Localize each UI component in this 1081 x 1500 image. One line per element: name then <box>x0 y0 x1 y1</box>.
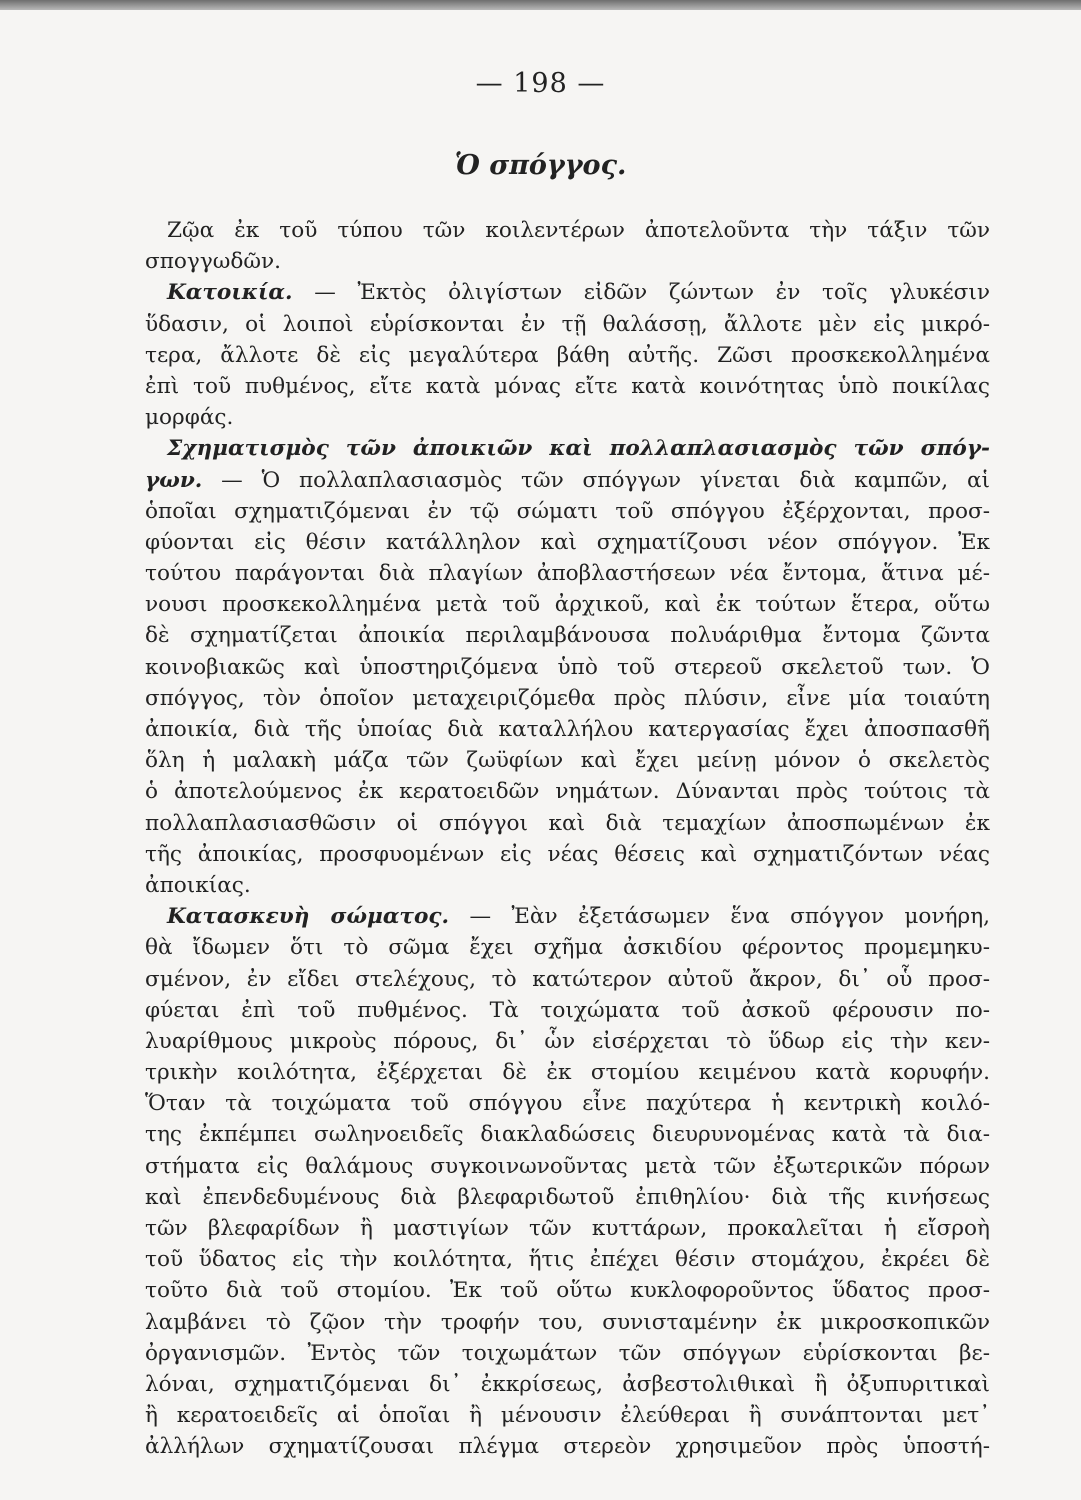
line-text: ὅλη ἡ μαλακὴ μάζα τῶν ζωϋφίων καὶ ἔχει μείνῃ μόνον ὁ σκελετὸς <box>145 748 990 774</box>
line-text: — Ὁ πολλαπλασιασμὸς τῶν σπόγγων γίνεται διὰ καμπῶν, αἱ <box>202 467 990 493</box>
line-text: Ὅταν τὰ τοιχώματα τοῦ σπόγγου εἶνε παχύτερα ἡ κεντρικὴ κοιλό- <box>145 1091 990 1117</box>
section-heading: Κατασκευὴ σώματος. <box>167 904 450 930</box>
text-line <box>145 277 990 308</box>
line-text: — Ἐὰν ἐξετάσωμεν ἕνα σπόγγον μονήρη, <box>449 904 990 930</box>
line-text: φύεται ἐπὶ τοῦ πυθμένος. Τὰ τοιχώματα τοῦ ἀσκοῦ φέρουσιν πο- <box>145 997 990 1023</box>
text-line <box>145 1182 990 1213</box>
text-line <box>145 1400 990 1431</box>
line-text: τούτου παράγονται διὰ πλαγίων ἀποβλαστήσεων νέα ἔντομα, ἅτινα μέ- <box>145 561 990 587</box>
line-text: νουσι προσκεκολλημένα μετὰ τοῦ ἀρχικοῦ, καὶ ἐκ τούτων ἕτερα, οὕτω <box>145 592 990 618</box>
line-text: καὶ ἐπενδεδυμένους διὰ βλεφαριδωτοῦ ἐπιθηλίου· διὰ τῆς κινήσεως <box>145 1184 990 1210</box>
line-text: τοῦτο διὰ τοῦ στομίου. Ἐκ τοῦ οὕτω κυκλοφοροῦντος ὕδατος προσ- <box>145 1278 990 1304</box>
text-line <box>145 932 990 963</box>
text-line <box>145 808 990 839</box>
article-body <box>145 215 990 1463</box>
text-line <box>145 901 990 932</box>
text-line <box>145 995 990 1026</box>
line-text: της ἐκπέμπει σωληνοειδεῖς διακλαδώσεις διευρυνομένας κατὰ τὰ δια- <box>145 1122 990 1148</box>
text-line <box>145 558 990 589</box>
text-line <box>145 1244 990 1275</box>
line-text: σπογγωδῶν. <box>145 249 281 275</box>
line-text: μορφάς. <box>145 405 234 431</box>
text-line <box>145 371 990 402</box>
line-text: στήματα εἰς θαλάμους συγκοινωνοῦντας μετὰ τῶν ἐξωτερικῶν πόρων <box>145 1153 990 1179</box>
text-line <box>145 1213 990 1244</box>
line-text: Ζῷα ἐκ τοῦ τύπου τῶν κοιλεντέρων ἀποτελοῦντα τὴν τάξιν τῶν <box>167 218 990 243</box>
text-line <box>145 1151 990 1182</box>
line-text: ὕδασιν, οἱ λοιποὶ εὑρίσκονται ἐν τῇ θαλάσσῃ, ἄλλοτε μὲν εἰς μικρό- <box>145 311 990 337</box>
text-line <box>145 215 990 246</box>
text-line <box>145 620 990 651</box>
text-line <box>145 870 990 901</box>
line-text: λαμβάνει τὸ ζῷον τὴν τροφήν του, συνισταμένην ἐκ μικροσκοπικῶν <box>145 1309 990 1335</box>
text-line <box>145 1275 990 1306</box>
line-text: τῆς ἀποικίας, προσφυομένων εἰς νέας θέσεις καὶ σχηματιζόντων νέας <box>145 841 990 867</box>
section-heading: Σχηματισμὸς τῶν ἀποικιῶν καὶ πολλαπλασιασμὸς τῶν σπόγ- <box>167 436 990 462</box>
line-text: σπόγγος, τὸν ὁποῖον μεταχειριζόμεθα πρὸς πλύσιν, εἶνε μία τοιαύτη <box>145 685 990 711</box>
line-text: ὀργανισμῶν. Ἐντὸς τῶν τοιχωμάτων τῶν σπόγγων εὑρίσκονται βε- <box>145 1340 990 1366</box>
page-title: Ὁ σπόγγος. <box>454 150 627 181</box>
line-text: ἀποικία, διὰ τῆς ὑποίας διὰ καταλλήλου κατεργασίας ἔχει ἀποσπασθῆ <box>145 717 990 742</box>
line-text: σμένον, ἐν εἴδει στελέχους, τὸ κατώτερον αὐτοῦ ἄκρον, δι᾿ οὗ προσ- <box>145 966 990 992</box>
text-line <box>145 1338 990 1369</box>
line-text: κοινοβιακῶς καὶ ὑποστηριζόμενα ὑπὸ τοῦ στερεοῦ σκελετοῦ των. Ὁ <box>145 654 990 680</box>
text-line <box>145 683 990 714</box>
line-text: — Ἐκτὸς ὀλιγίστων εἰδῶν ζώντων ἐν τοῖς γλυκέσιν <box>292 280 990 306</box>
text-line <box>145 1026 990 1057</box>
scan-top-edge <box>0 0 1081 10</box>
text-line <box>145 402 990 433</box>
text-line <box>145 745 990 776</box>
line-text: ὁ ἀποτελούμενος ἐκ κερατοειδῶν νημάτων. Δύνανται πρὸς τούτοις τὰ <box>145 779 990 805</box>
text-line <box>145 839 990 870</box>
text-line <box>145 964 990 995</box>
text-line <box>145 1431 990 1462</box>
text-line <box>145 340 990 371</box>
page <box>0 10 1081 1500</box>
text-line <box>145 309 990 340</box>
line-text: ἢ κερατοειδεῖς αἱ ὁποῖαι ἢ μένουσιν ἐλεύθεραι ἢ συνάπτονται μετ᾿ <box>145 1403 990 1429</box>
line-text: τρικὴν κοιλότητα, ἐξέρχεται δὲ ἐκ στομίου κειμένου κατὰ κορυφήν. <box>145 1060 990 1086</box>
line-text: τερα, ἄλλοτε δὲ εἰς μεγαλύτερα βάθη αὐτῆς. Ζῶσι προσκεκολλημένα <box>145 342 990 368</box>
text-line <box>145 465 990 496</box>
line-text: πολλαπλασιασθῶσιν οἱ σπόγγοι καὶ διὰ τεμαχίων ἀποσπωμένων ἐκ <box>145 810 990 836</box>
line-text: δὲ σχηματίζεται ἀποικία περιλαμβάνουσα πολυάριθμα ἔντομα ζῶντα <box>145 623 990 649</box>
section-heading: γων. <box>145 467 203 493</box>
line-text: τοῦ ὕδατος εἰς τὴν κοιλότητα, ἥτις ἐπέχει θέσιν στομάχου, ἐκρέει δὲ <box>145 1247 990 1273</box>
section-heading: Κατοικία. <box>167 280 293 306</box>
text-line <box>145 1307 990 1338</box>
line-text: τῶν βλεφαρίδων ἢ μαστιγίων τῶν κυττάρων, προκαλεῖται ἡ εἴσροὴ <box>145 1216 990 1241</box>
text-line <box>145 1057 990 1088</box>
text-line <box>145 433 990 464</box>
line-text: ἀλλήλων σχηματίζουσαι πλέγμα στερεὸν χρησιμεῦον πρὸς ὑποστή- <box>145 1434 990 1460</box>
line-text: λυαρίθμους μικροὺς πόρους, δι᾿ ὧν εἰσέρχεται τὸ ὕδωρ εἰς τὴν κεν- <box>145 1028 990 1054</box>
page-number: — 198 — <box>475 68 606 99</box>
line-text: θὰ ἴδωμεν ὅτι τὸ σῶμα ἔχει σχῆμα ἀσκιδίου φέροντος προμεμηκυ- <box>145 935 990 961</box>
line-text: φύονται εἰς θέσιν κατάλληλον καὶ σχηματίζουσι νέον σπόγγον. Ἐκ <box>145 529 990 555</box>
line-text: λόναι, σχηματιζόμεναι δι᾿ ἐκκρίσεως, ἀσβεστολιθικαὶ ἢ ὀξυπυριτικαὶ <box>145 1371 990 1397</box>
line-text: ἐπὶ τοῦ πυθμένος, εἴτε κατὰ μόνας εἴτε κατὰ κοινότητας ὑπὸ ποικίλας <box>145 373 990 399</box>
text-line <box>145 1369 990 1400</box>
text-line <box>145 776 990 807</box>
line-text: ὁποῖαι σχηματιζόμεναι ἐν τῷ σώματι τοῦ σπόγγου ἐξέρχονται, προσ- <box>145 498 990 524</box>
text-line <box>145 589 990 620</box>
text-line <box>145 1119 990 1150</box>
line-text: ἀποικίας. <box>145 872 251 898</box>
text-line <box>145 527 990 558</box>
text-line <box>145 652 990 683</box>
text-line <box>145 246 990 277</box>
text-line <box>145 714 990 745</box>
text-line <box>145 496 990 527</box>
text-line <box>145 1088 990 1119</box>
